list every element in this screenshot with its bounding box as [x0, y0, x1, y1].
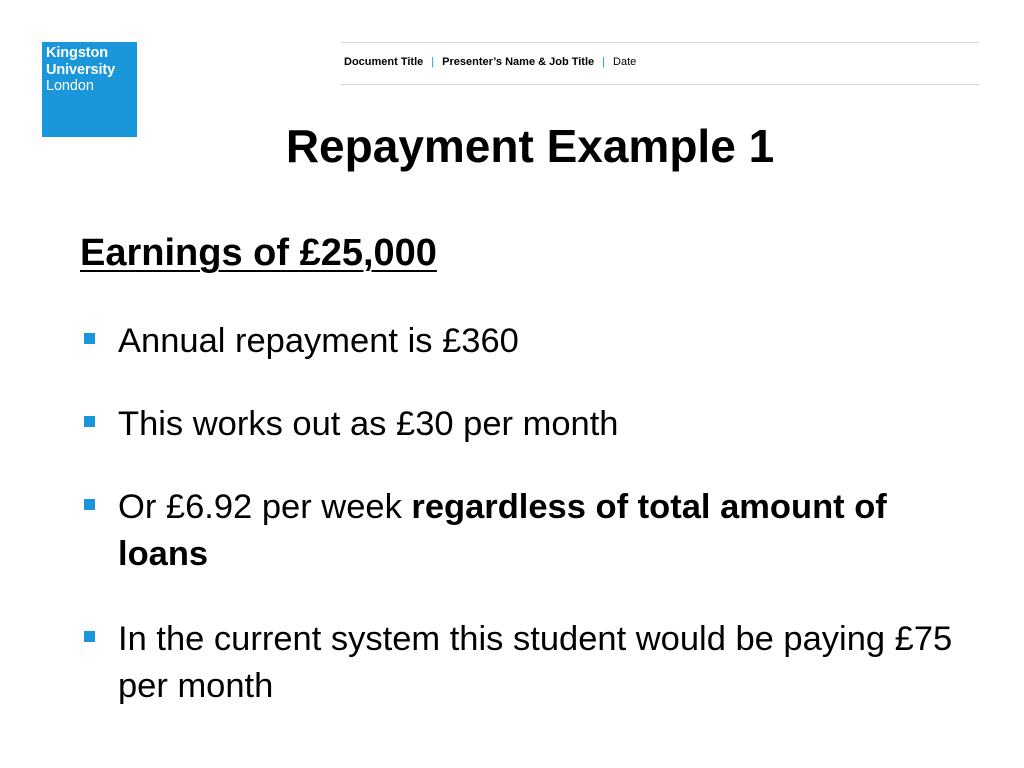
bullet-text-regular: Or £6.92 per week [118, 488, 412, 526]
logo-line-london: London [46, 78, 94, 94]
header-text [344, 56, 636, 68]
logo-line-university: University [46, 61, 116, 78]
bullet-square-icon [84, 416, 95, 427]
slide-subheading: Earnings of £25,000 [80, 232, 437, 274]
bullet-square-icon [84, 631, 95, 642]
bullet-text [118, 484, 978, 578]
logo-line-kingston: Kingston [46, 45, 109, 61]
slide-title: Repayment Example 1 [285, 120, 775, 172]
header-bar [341, 42, 979, 85]
presenter-name: Presenter’s Name & Job Title [442, 56, 595, 68]
bullet-text: Annual repayment is £360 [118, 322, 519, 360]
bullet-square-icon [84, 499, 95, 510]
header-date: Date [613, 56, 637, 68]
document-title: Document Title [344, 56, 424, 68]
bullet-text: This works out as £30 per month [118, 405, 619, 443]
header-separator: | [431, 56, 435, 68]
bullet-text-bold: regardless of total amount of loans [118, 488, 887, 573]
bullet-square-icon [84, 333, 95, 344]
header-separator: | [602, 56, 606, 68]
bullet-text: In the current system this student would be paying £75 per month [118, 620, 953, 705]
